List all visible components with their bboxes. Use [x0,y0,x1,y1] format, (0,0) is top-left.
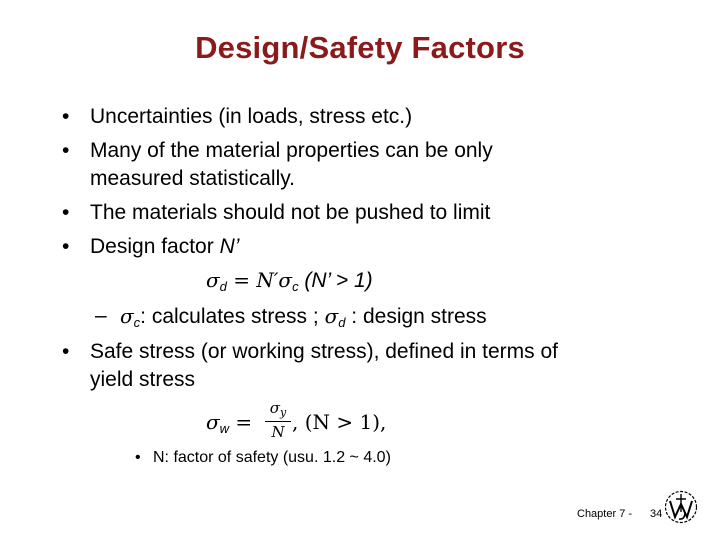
bullet-dot: • [62,201,70,224]
equation-working-stress-lhs [206,410,252,441]
design-factor-var: N’ [219,235,240,258]
bullet-dot: • [62,105,70,128]
sub-sigma-d: σ [324,304,339,328]
sub-sigma-c: σ [120,304,134,328]
bullet-uncertainties: Uncertainties (in loads, stress etc.) [90,105,413,128]
footer-chapter: Chapter 7 - [577,508,633,520]
design-factor-text: Design factor [90,235,220,258]
bullet-safe-stress-line1: Safe stress (or working stress), defined in terms of [90,340,558,363]
sub-sigma-d-sub: d [338,315,346,330]
eq2-num-sub: y [280,406,287,419]
eq2-denominator: N [271,423,285,441]
slide-title: Design/Safety Factors [195,30,525,65]
eq1-lhs-sub: d [219,279,227,294]
eq2-lhs: σ [206,410,220,434]
footer-page-number: 34 [650,508,663,520]
sub-sigma-c-sub: c [133,315,141,330]
eq2-tail: , (N > 1), [292,410,387,434]
sub-bullet-dash: – [95,304,107,327]
small-bullet-dot: • [135,449,141,466]
eq2-num-sigma: σ [269,399,281,417]
bullet-design-factor [90,235,239,259]
bullet-material-properties-line1: Many of the material properties can be only [90,139,493,162]
sub-text-design: : design stress [345,305,487,328]
eq2-fraction-bar [265,421,291,422]
eq1-rhs-sub: c [292,279,299,294]
university-logo-icon [664,490,698,524]
bullet-not-pushed: The materials should not be pushed to limit [90,201,491,224]
eq1-rhs: = N′σ [226,268,293,292]
bullet-dot: • [62,340,70,363]
slide-footer [577,508,662,520]
small-bullet-safety-factor: N: factor of safety (usu. 1.2 ~ 4.0) [153,449,391,466]
eq2-numerator [264,399,292,419]
eq2-equals: = [229,410,253,434]
eq1-condition: (N’ > 1) [298,269,373,292]
equation-design-stress [206,268,373,299]
bullet-dot: • [62,235,70,258]
eq1-lhs: σ [206,268,220,292]
bullet-dot: • [62,139,70,162]
bullet-safe-stress-line2: yield stress [90,368,196,391]
bullet-material-properties-line2: measured statistically. [90,167,296,190]
eq2-lhs-sub: w [219,421,230,436]
sub-bullet-stress-defs [120,304,487,335]
sub-text-calculates: : calculates stress ; [140,305,325,328]
